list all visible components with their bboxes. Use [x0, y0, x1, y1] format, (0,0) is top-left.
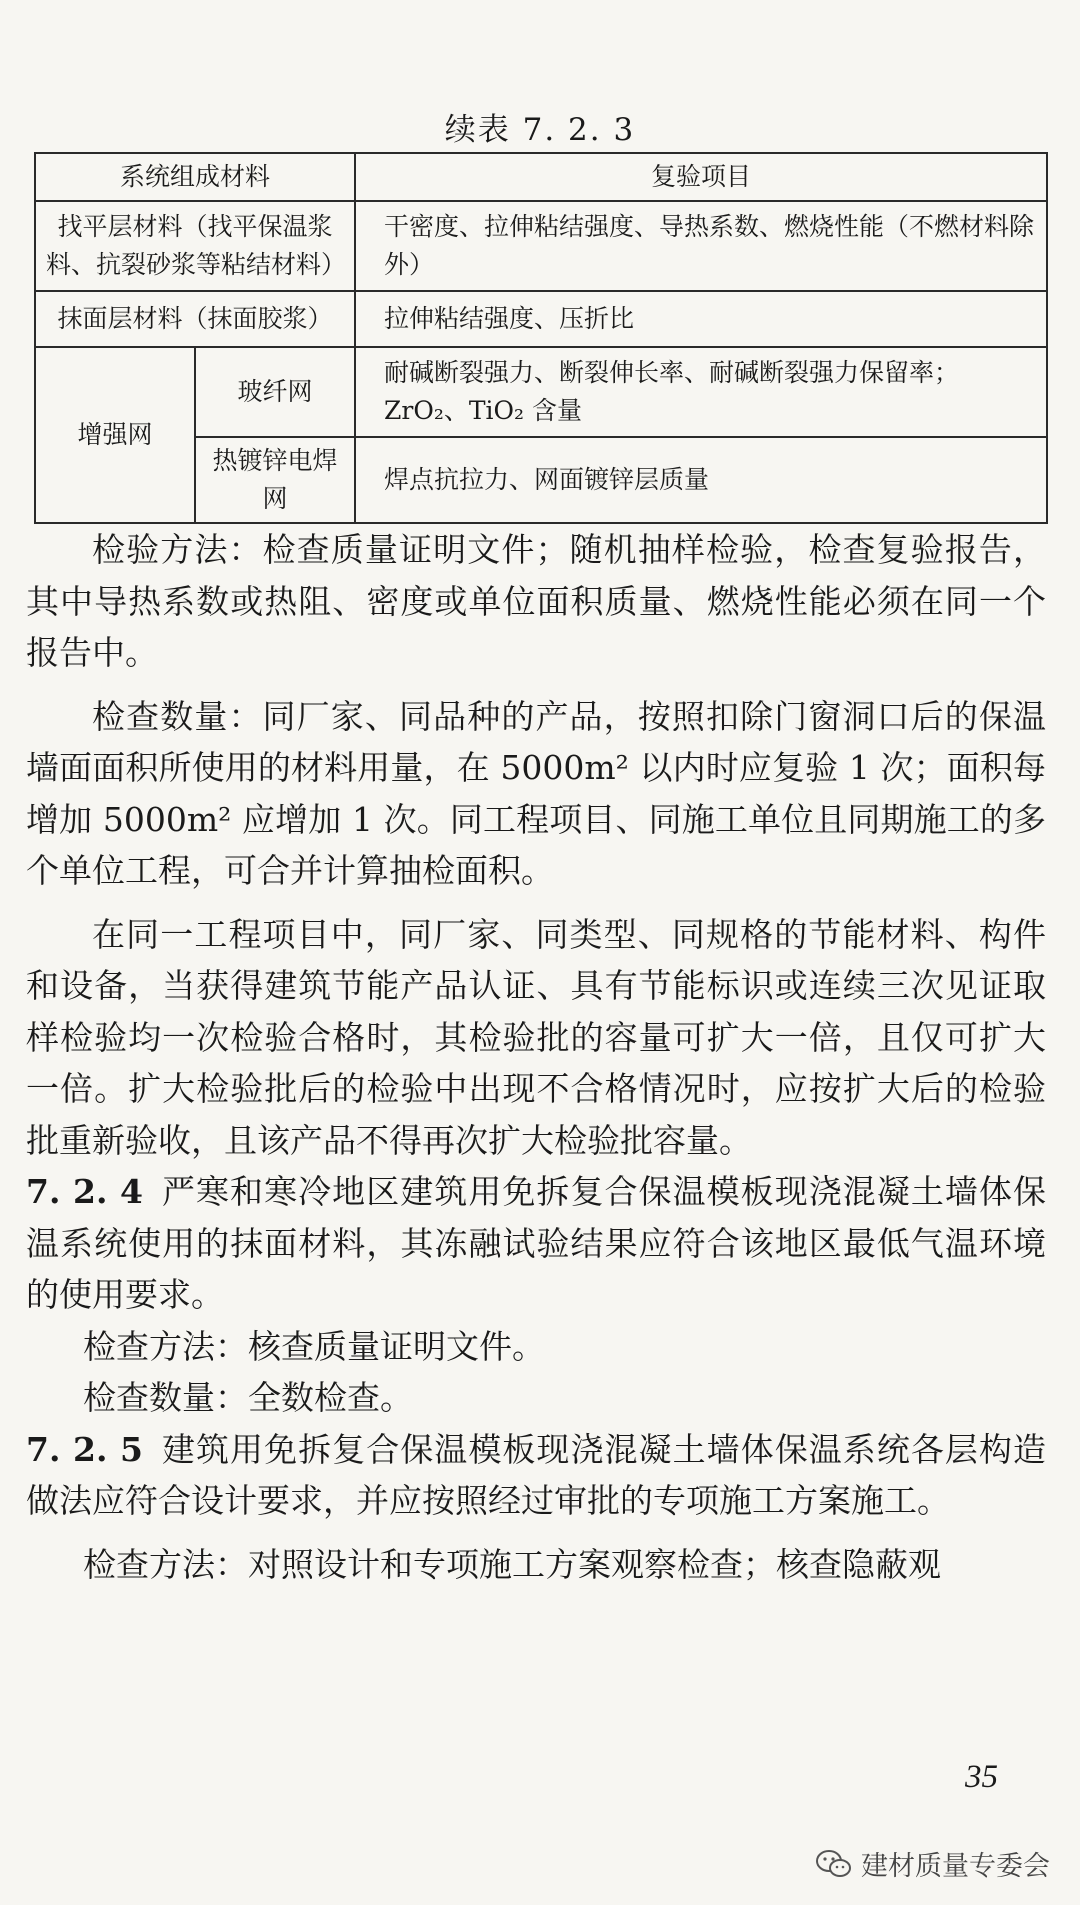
row-material: 玻纤网 [195, 347, 355, 437]
wechat-icon [815, 1849, 853, 1879]
table-header-row [35, 153, 1047, 201]
table-row [35, 347, 1047, 437]
clause-text: 严寒和寒冷地区建筑用免拆复合保温模板现浇混凝土墙体保温系统使用的抹面材料，其冻融试验结果应符合该地区最低气温环境的使用要求。 [26, 1172, 1047, 1314]
row-items: 拉伸粘结强度、压折比 [355, 291, 1047, 347]
table-row [35, 291, 1047, 347]
header-items: 复验项目 [355, 153, 1047, 201]
table-row [35, 201, 1047, 291]
header-material: 系统组成材料 [35, 153, 355, 201]
row-material: 热镀锌电焊网 [195, 437, 355, 523]
row-material: 找平层材料（找平保温浆料、抗裂砂浆等粘结材料） [35, 201, 355, 291]
watermark-text: 建材质量专委会 [861, 1851, 1050, 1882]
clause-number: 7. 2. 4 [26, 1172, 143, 1211]
row-items: 干密度、拉伸粘结强度、导热系数、燃烧性能（不燃材料除外） [355, 201, 1047, 291]
clause-text: 建筑用免拆复合保温模板现浇混凝土墙体保温系统各层构造做法应符合设计要求，并应按照经过审批的专项施工方案施工。 [26, 1429, 1047, 1520]
retest-items-table [34, 152, 1048, 524]
clause-7-2-4 [26, 1166, 1046, 1321]
clause-7-2-5 [26, 1424, 1046, 1527]
paragraph-batch-expansion: 在同一工程项目中，同厂家、同类型、同规格的节能材料、构件和设备，当获得建筑节能产品认证、具有节能标识或连续三次见证取样检验均一次检验合格时，其检验批的容量可扩大一倍，且仅可扩大一倍。扩大检验批后的检验中出现不合格情况时，应按扩大后的检验批重新验收，且该产品不得再次扩大检验批容量。 [26, 914, 1046, 1160]
clause-7-2-4-quantity: 检查数量：全数检查。 [83, 1378, 413, 1417]
row-items: 焊点抗拉力、网面镀锌层质量 [355, 437, 1047, 523]
watermark [815, 1844, 1050, 1883]
clause-number: 7. 2. 5 [26, 1429, 143, 1469]
table-title: 续表 7. 2. 3 [444, 112, 636, 148]
body-text [26, 524, 1046, 1590]
clause-7-2-4-method: 检查方法：核查质量证明文件。 [83, 1326, 545, 1366]
row-group-reinforce: 增强网 [35, 347, 195, 523]
page-number: 35 [965, 1759, 998, 1795]
paragraph-inspection-quantity: 检查数量：同厂家、同品种的产品，按照扣除门窗洞口后的保温墙面面积所使用的材料用量，在 5000m² 以内时应复验 1 次；面积每增加 5000m² 应增加 1 次。同工程项目、同施工单位且同期施工的多个单位工程，可合并计算抽检面积。 [26, 696, 1046, 890]
clause-7-2-5-method: 检查方法：对照设计和专项施工方案观察检查；核查隐蔽观 [83, 1544, 941, 1584]
paragraph-inspection-method: 检验方法：检查质量证明文件；随机抽样检验，检查复验报告，其中导热系数或热阻、密度或单位面积质量、燃烧性能必须在同一个报告中。 [26, 530, 1046, 672]
row-items: 耐碱断裂强力、断裂伸长率、耐碱断裂强力保留率；ZrO₂、TiO₂ 含量 [355, 347, 1047, 437]
row-material: 抹面层材料（抹面胶浆） [35, 291, 355, 347]
